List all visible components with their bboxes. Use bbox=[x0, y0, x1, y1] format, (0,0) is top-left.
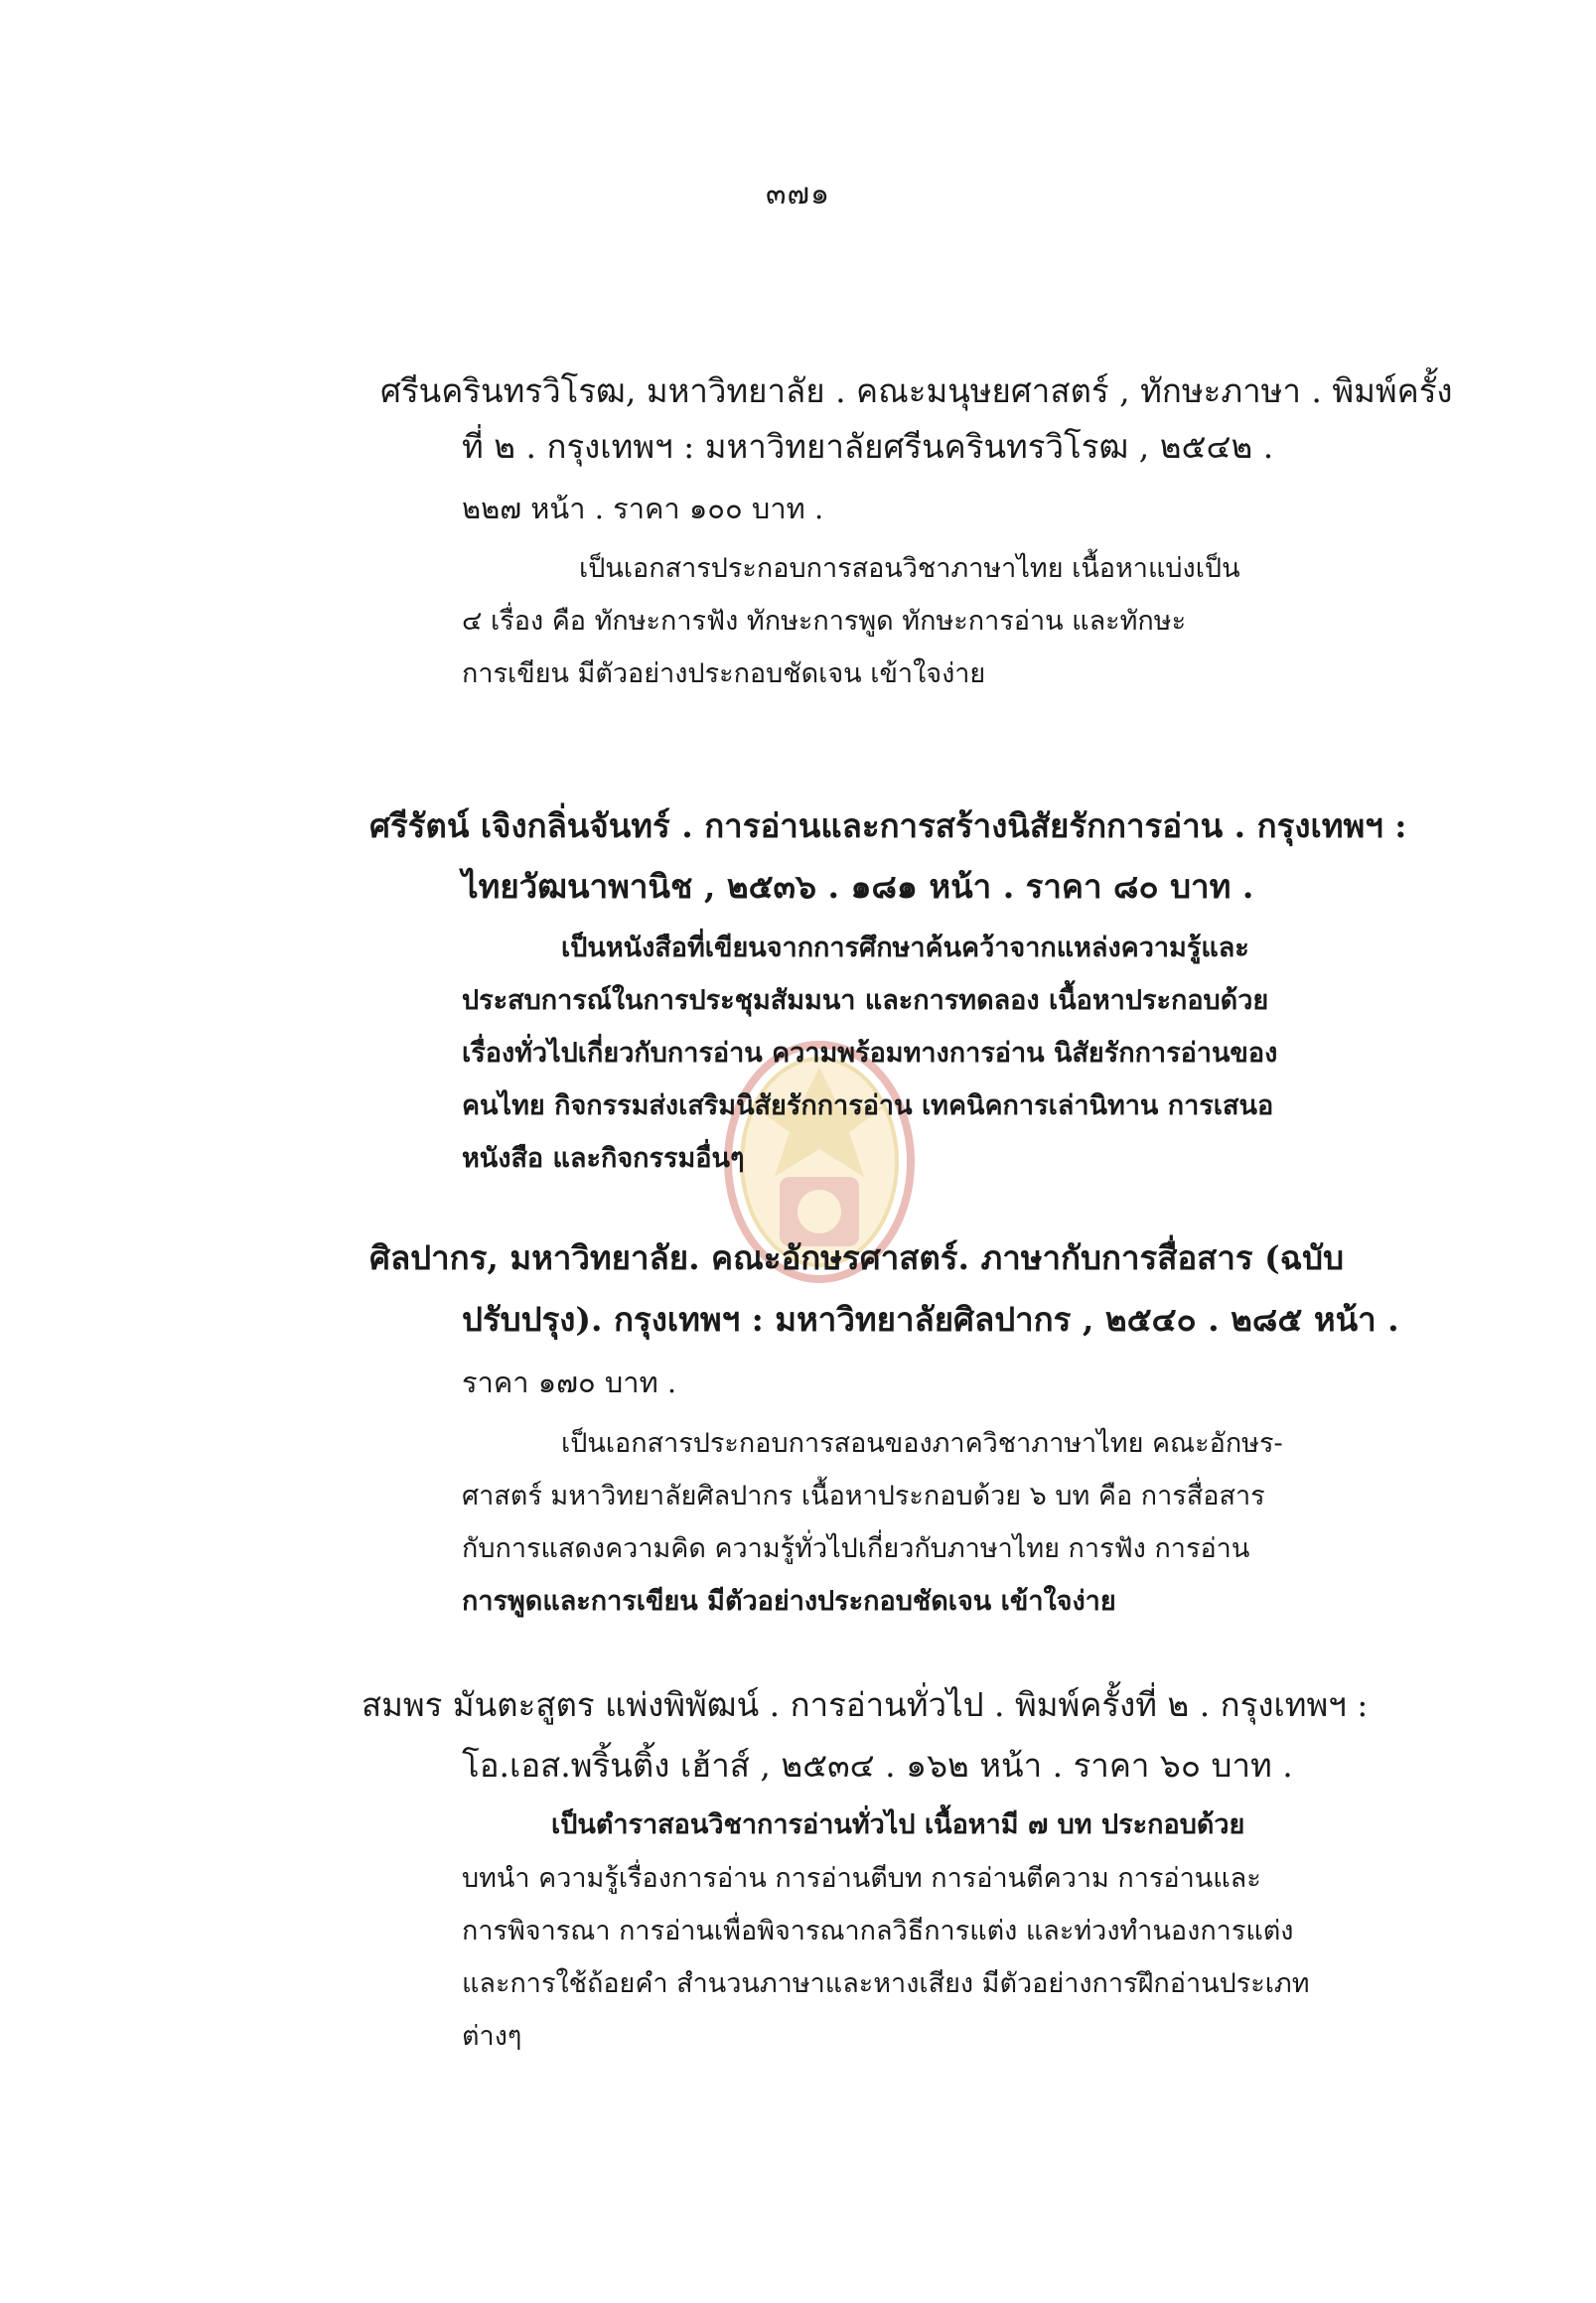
citation-line: สมพร มันตะสูตร แพ่งพิพัฒน์ . การอ่านทั่วไป . พิมพ์ครั้งที่ ๒ . กรุงเทพฯ : bbox=[362, 1685, 1369, 1724]
annotation-line: กับการแสดงความคิด ความรู้ทั่วไปเกี่ยวกับภาษาไทย การฟัง การอ่าน bbox=[462, 1533, 1250, 1564]
citation-line: โอ.เอส.พริ้นติ้ง เฮ้าส์ , ๒๕๓๔ . ๑๖๒ หน้า . ราคา ๖๐ บาท . bbox=[462, 1746, 1293, 1785]
annotation-line: หนังสือ และกิจกรรมอื่นๆ bbox=[462, 1143, 745, 1174]
citation-line: ราคา ๑๗๐ บาท . bbox=[462, 1366, 677, 1399]
annotation-line: และการใช้ถ้อยคำ สำนวนภาษาและหางเสียง มีตัวอย่างการฝึกอ่านประเภท bbox=[462, 1968, 1310, 1999]
annotation-line: เป็นตำราสอนวิชาการอ่านทั่วไป เนื้อหามี ๗ บท ประกอบด้วย bbox=[551, 1809, 1245, 1840]
citation-line: ปรับปรุง). กรุงเทพฯ : มหาวิทยาลัยศิลปากร , ๒๕๔๐ . ๒๘๕ หน้า . bbox=[462, 1300, 1399, 1339]
annotation-line: เป็นเอกสารประกอบการสอนวิชาภาษาไทย เนื้อหาแบ่งเป็น bbox=[579, 553, 1240, 584]
annotation-line: ศาสตร์ มหาวิทยาลัยศิลปากร เนื้อหาประกอบด้วย ๖ บท คือ การสื่อสาร bbox=[462, 1481, 1265, 1511]
annotation-line: การพูดและการเขียน มีตัวอย่างประกอบชัดเจน เข้าใจง่าย bbox=[462, 1586, 1116, 1617]
annotation-line: การพิจารณา การอ่านเพื่อพิจารณากลวิธีการแต่ง และท่วงทำนองการแต่ง bbox=[462, 1916, 1294, 1946]
citation-line: ศิลปากร, มหาวิทยาลัย. คณะอักษรศาสตร์. ภาษากับการสื่อสาร (ฉบับ bbox=[369, 1238, 1345, 1277]
annotation-line: คนไทย กิจกรรมส่งเสริมนิสัยรักการอ่าน เทคนิคการเล่านิทาน การเสนอ bbox=[462, 1090, 1274, 1121]
annotation-line: ๔ เรื่อง คือ ทักษะการฟัง ทักษะการพูด ทักษะการอ่าน และทักษะ bbox=[462, 606, 1187, 637]
annotation-line: เป็นหนังสือที่เขียนจากการศึกษาค้นคว้าจากแหล่งความรู้และ bbox=[561, 933, 1249, 963]
annotation-line: เป็นเอกสารประกอบการสอนของภาควิชาภาษาไทย คณะอักษร- bbox=[561, 1428, 1283, 1459]
citation-line: ไทยวัฒนาพานิช , ๒๕๓๖ . ๑๘๑ หน้า . ราคา ๘๐ บาท . bbox=[462, 867, 1254, 906]
annotation-line: ประสบการณ์ในการประชุมสัมมนา และการทดลอง เนื้อหาประกอบด้วย bbox=[462, 985, 1269, 1016]
annotation-line: เรื่องทั่วไปเกี่ยวกับการอ่าน ความพร้อมทางการอ่าน นิสัยรักการอ่านของ bbox=[462, 1038, 1278, 1069]
citation-line: ศรีรัตน์ เจิงกลิ่นจันทร์ . การอ่านและการสร้างนิสัยรักการอ่าน . กรุงเทพฯ : bbox=[369, 806, 1407, 845]
citation-line: ศรีนครินทรวิโรฒ, มหาวิทยาลัย . คณะมนุษยศาสตร์ , ทักษะภาษา . พิมพ์ครั้ง bbox=[380, 371, 1453, 410]
annotation-line: บทนำ ความรู้เรื่องการอ่าน การอ่านตีบท การอ่านตีความ การอ่านและ bbox=[462, 1863, 1261, 1894]
annotation-line: ต่างๆ bbox=[462, 2021, 522, 2052]
page-number: ๓๗๑ bbox=[765, 177, 831, 212]
citation-line: ที่ ๒ . กรุงเทพฯ : มหาวิทยาลัยศรีนครินทรวิโรฒ , ๒๕๔๒ . bbox=[462, 427, 1274, 466]
annotation-line: การเขียน มีตัวอย่างประกอบชัดเจน เข้าใจง่าย bbox=[462, 658, 986, 689]
citation-line: ๒๒๗ หน้า . ราคา ๑๐๐ บาท . bbox=[462, 492, 824, 525]
